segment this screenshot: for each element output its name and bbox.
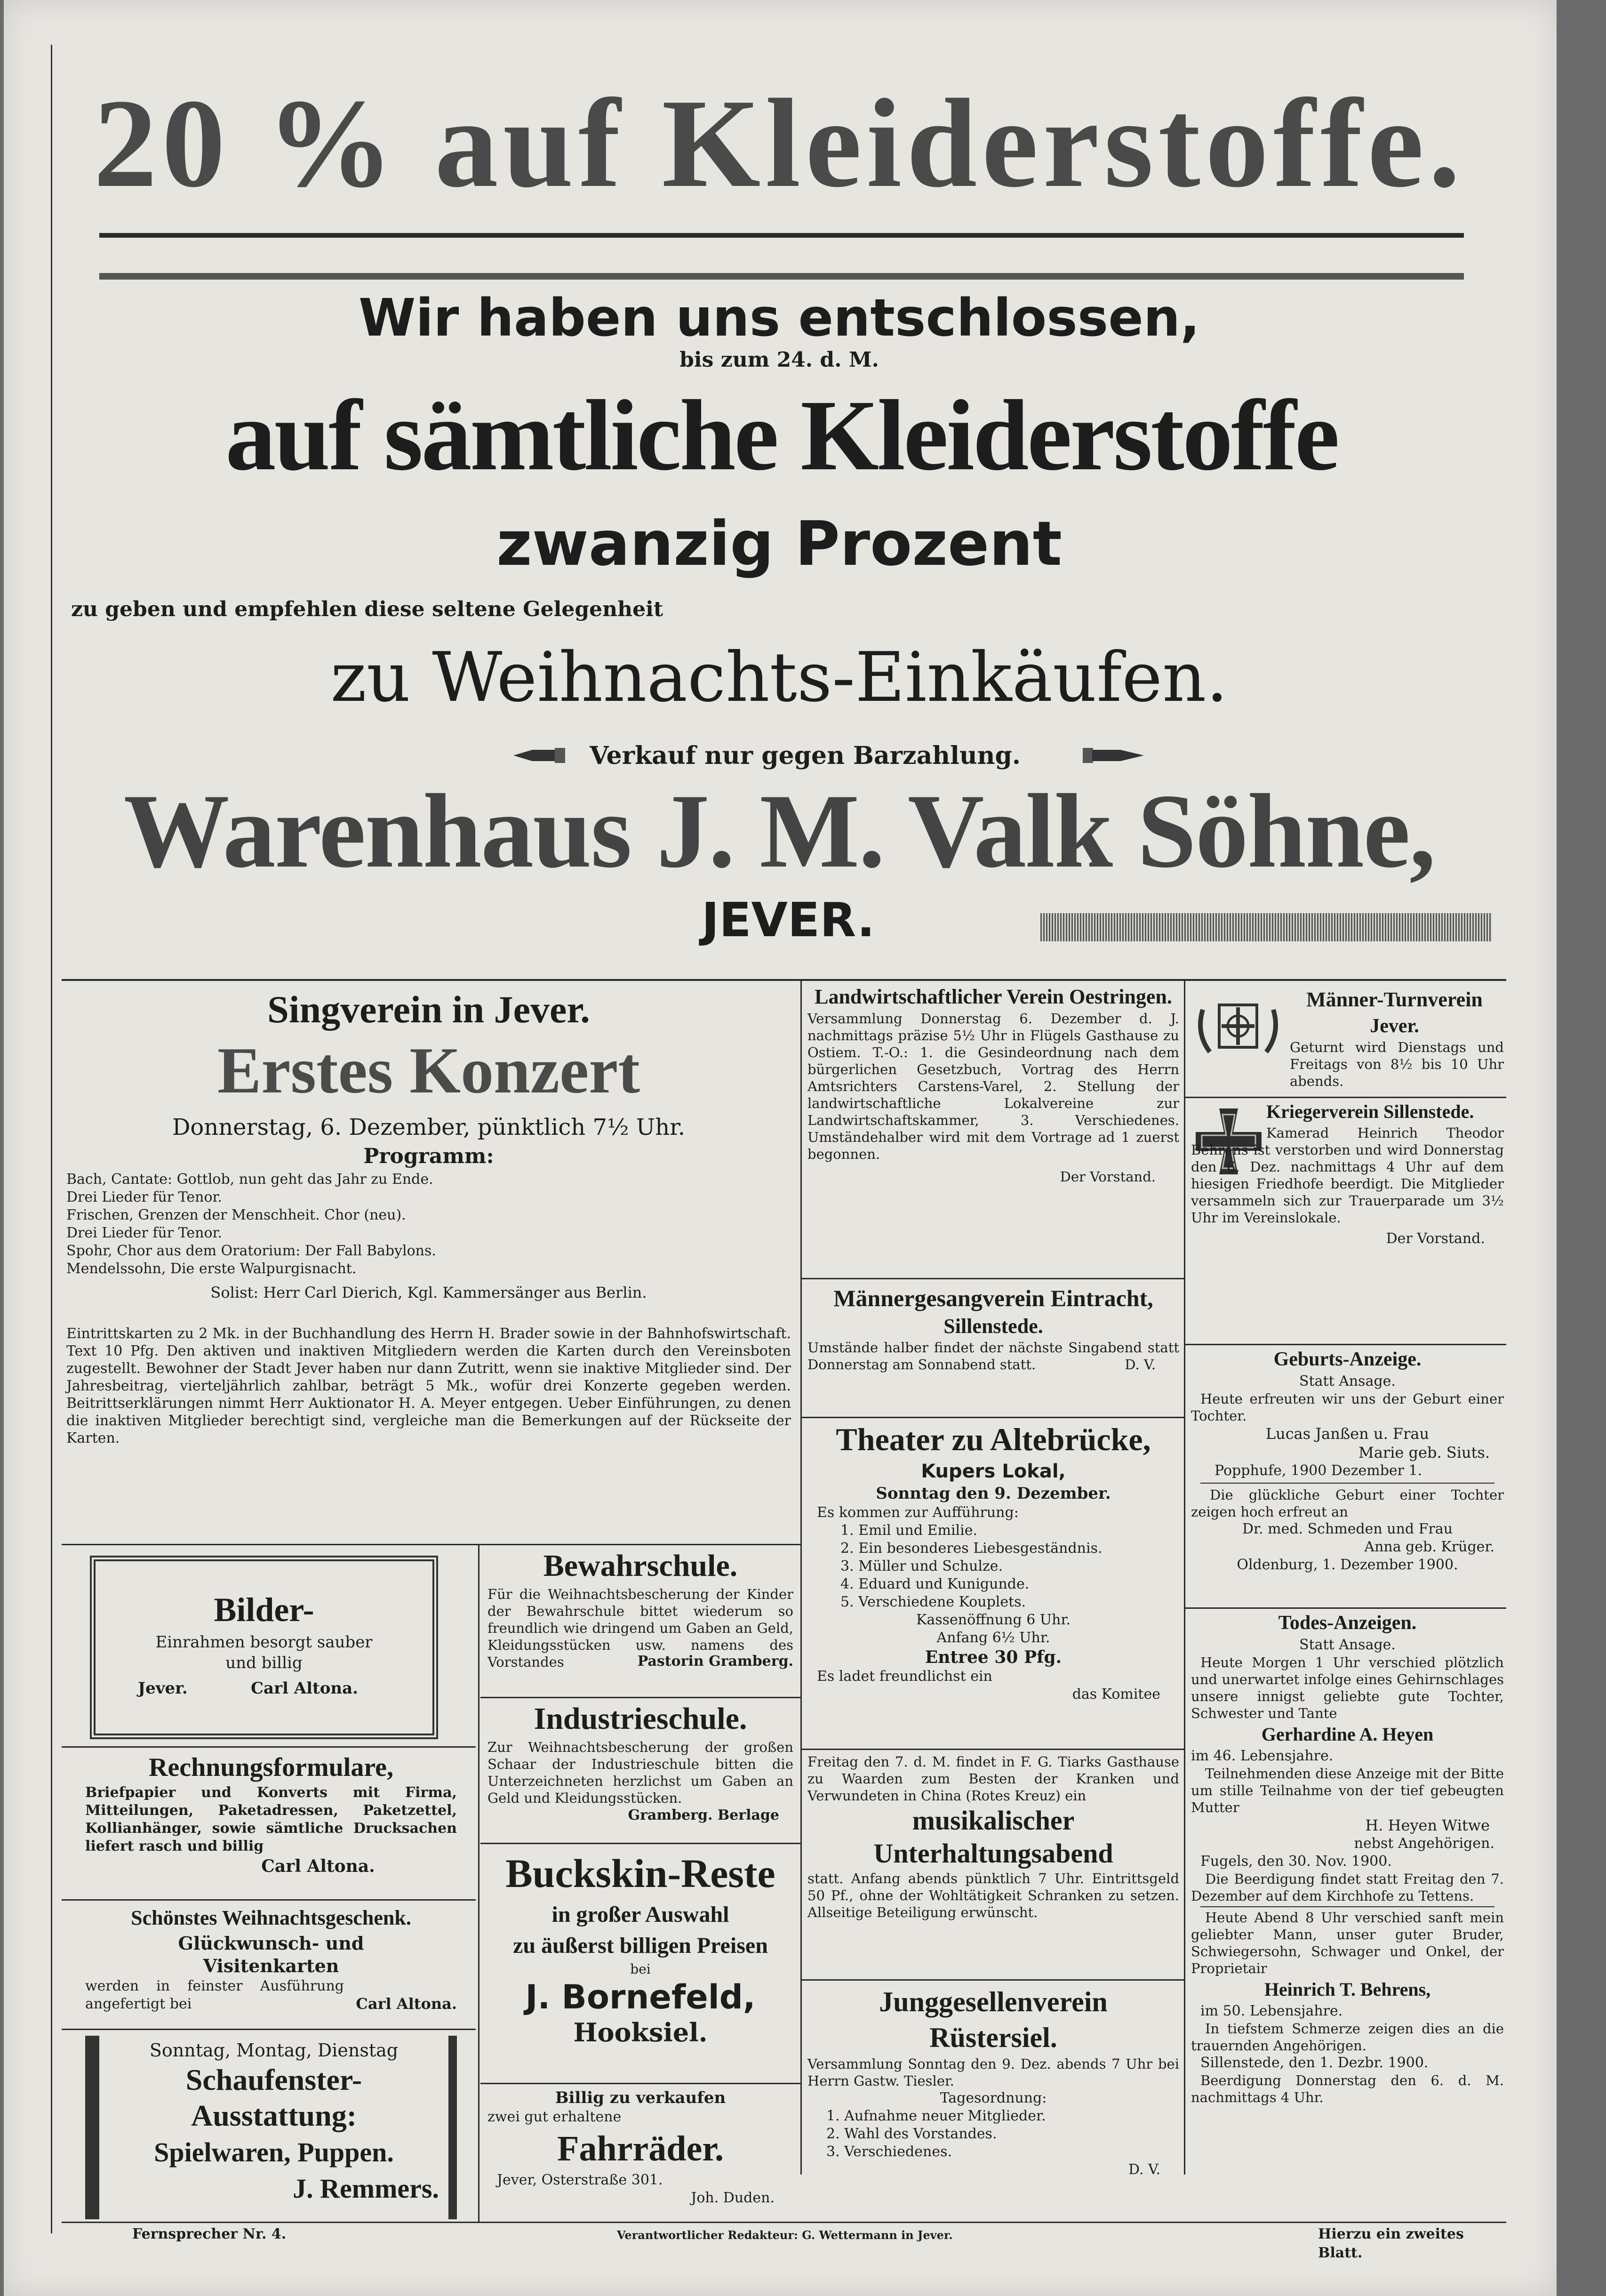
col-rule-2 — [1184, 979, 1185, 2175]
konzert-text: Eintrittskarten zu 2 Mk. in der Buchhandlung des Herrn H. Brader sowie in der Bahnhofswirtschaft. Text 10 Pfg. Den aktiven und inaktiven Mitgliedern werden die Karten durch den Vereinsboten zugestellt. Bewohner der Stadt Jever haben nur dann Zutritt, wenn sie inaktive Mitglieder sind. Der Jahresbeitrag, vierteljährlich zahlbar, beträgt 5 Mk., wofür drei Konzerte gegeben werden. Beitrittserklärungen nimmt Herr Auktionator H. A. Meyer entgegen. Ueber Einführungen, zu denen die inaktiven Mitglieder berechtigt sind, vergleiche man die Bemerkungen auf der Rückseite der Karten. — [66, 1325, 791, 1446]
buckskin-line-5: Hooksiel. — [573, 2017, 708, 2047]
geschenk-line-3: werden in feinster Ausführung angefertigt bei — [85, 1978, 344, 2012]
landwirt-title: Landwirtschaftlicher Verein Oestringen. — [815, 985, 1172, 1008]
col-rule-0 — [478, 1544, 479, 2222]
jungges-items — [807, 2107, 1179, 2161]
section-rule — [62, 979, 1506, 981]
turnverein-title: Männer-Turnverein — [1306, 988, 1483, 1011]
jungges-title: Junggesellenverein — [879, 1986, 1108, 2017]
waarden-title-2: Unterhaltungsabend — [873, 1838, 1113, 1869]
headline: 20 % auf Kleiderstoffe. — [93, 73, 1465, 214]
ad-line-6: zu Weihnachts-Einkäufen. — [330, 638, 1228, 717]
bilder-line-2: und billig — [225, 1654, 303, 1672]
left-rule-1 — [62, 1746, 476, 1748]
tod-text-2: Teilnehmenden diese Anzeige mit der Bitte um stille Teilnahme von der tief gebeugten Mutter — [1191, 1766, 1504, 1815]
zweites-blatt: Hierzu ein zweites Blatt. — [1318, 2226, 1464, 2261]
buckskin-line-3: bei — [630, 1961, 651, 1977]
bottom-rule — [800, 2222, 1506, 2223]
headline-rule-thin — [99, 273, 1464, 280]
turnverein-text: Geturnt wird Dienstags und Freitags von 8½ bis 10 Uhr abends. — [1290, 1039, 1504, 1089]
tod-text-3: Die Beerdigung findet statt Freitag den 7. Dezember auf dem Kirchhofe zu Tettens. — [1191, 1871, 1504, 1904]
fernsprecher: Fernsprecher Nr. 4. — [132, 2226, 287, 2242]
tod-age: im 46. Lebensjahre. — [1191, 1748, 1334, 1764]
buckskin-title: Buckskin-Reste — [505, 1851, 775, 1896]
krieger-section — [1191, 1099, 1504, 1248]
theater-intro: Es kommen zur Aufführung: — [817, 1504, 1019, 1521]
pointing-hand-right-icon — [1083, 746, 1144, 765]
geburt-rule — [1200, 1483, 1494, 1484]
rechnung-text: Briefpapier und Konverts mit Firma, Mitteilungen, Paketadressen, Paketzettel, Kollianhänger, sowie sämtliche Drucksachen liefert rasch und billig — [85, 1784, 457, 1854]
fahrrad-line-1: Billig zu verkaufen — [555, 2088, 726, 2107]
program-item: Spohr, Chor aus dem Oratorium: Der Fall Babylons. — [66, 1243, 436, 1259]
tod-sub: Statt Ansage. — [1299, 1637, 1396, 1653]
fahrrad-line-5: Joh. Duden. — [691, 2190, 775, 2206]
tod-text-6: Beerdigung Donnerstag den 6. d. M. nachmittags 4 Uhr. — [1191, 2072, 1504, 2105]
landwirt-text: Versammlung Donnerstag 6. Dezember d. J. nachmittags präzise 5½ Uhr in Flügels Gasthause zu Ostiem. T.-O.: 1. die Gesindeordnung nach dem bürgerlichen Gesetzbuch, Vortrag des Herrn Amtsrichters Carstens-Varel, 2. Stellung der landwirtschaftliche Lokalvereine zur Landwirtschaftskammer, 3. Verschiedenes. Umständehalber wird mit dem Vortrage ad 1 zuerst begonnen. — [807, 1011, 1179, 1162]
tod-text: Heute Morgen 1 Uhr verschied plötzlich und unerwartet infolge eines Gehirnschlages unsere innigst geliebte gute Tochter, Schwester und Tante — [1191, 1654, 1504, 1721]
geburt-section — [1191, 1346, 1504, 1574]
company-name: Warenhaus J. M. Valk Söhne, — [123, 772, 1435, 890]
eintracht-sub: Sillenstede. — [943, 1315, 1043, 1338]
theater-sub: Kupers Lokal, — [921, 1461, 1066, 1482]
fahrrad-section — [487, 2087, 793, 2207]
tod-place: Fugels, den 30. Nov. 1900. — [1200, 1853, 1392, 1870]
geschenk-line-1: Glückwunsch- und — [178, 1933, 364, 1954]
theater-item: 1. Emil und Emilie. — [840, 1522, 978, 1539]
newspaper-page — [4, 0, 1557, 2296]
theater-sign: das Komitee — [1072, 1686, 1160, 1702]
industrie-text: Zur Weihnachtsbescherung der großen Schaar der Industrieschule bitten die Unterzeichneten herzlichst um Gaben an Geld und Kleidungsstücken. — [487, 1739, 793, 1806]
program-item: Frischen, Grenzen der Menschheit. Chor (neu). — [66, 1207, 406, 1223]
fahrrad-line-4: Jever, Osterstraße 301. — [497, 2172, 663, 2188]
theater-item: 3. Müller und Schulze. — [840, 1558, 1003, 1574]
left-rule-3 — [62, 2029, 476, 2030]
mr-rule-3 — [802, 1749, 1184, 1750]
konzert-program-title: Programm: — [363, 1144, 494, 1168]
remmers-line-5: J. Remmers. — [293, 2173, 439, 2204]
konzert-section — [62, 986, 796, 1541]
tod-rule — [1200, 1906, 1494, 1907]
tod-sign-1: H. Heyen Witwe — [1365, 1816, 1490, 1834]
ad-line-3: auf sämtliche Kleiderstoffe — [225, 379, 1338, 491]
geburt-sub: Statt Ansage. — [1299, 1373, 1396, 1389]
landwirt-section — [807, 984, 1179, 1185]
buckskin-line-4: J. Bornefeld, — [525, 1978, 756, 2016]
company-city: JEVER. — [702, 892, 875, 947]
geburt-text: Heute erfreuten wir uns der Geburt einer Tochter. — [1191, 1391, 1504, 1424]
bewahr-section — [487, 1546, 793, 1670]
left-rule-2 — [62, 1899, 476, 1901]
tod-age-2: im 50. Lebensjahre. — [1200, 2003, 1343, 2019]
krieger-sign: Der Vorstand. — [1386, 1230, 1485, 1247]
ad-line-4: zwanzig Prozent — [496, 508, 1062, 579]
konzert-title-2: Erstes Konzert — [217, 1034, 640, 1107]
bilder-line-1: Einrahmen besorgt sauber — [155, 1633, 373, 1652]
geburt-place-2: Oldenburg, 1. Dezember 1900. — [1237, 1557, 1458, 1573]
fahrrad-line-3: Fahrräder. — [557, 2129, 724, 2168]
eintracht-text: Umstände halber findet der nächste Singabend statt Donnerstag am Sonnabend statt. — [807, 1340, 1179, 1373]
eintracht-title: Männergesangverein Eintracht, — [833, 1285, 1153, 1311]
turnverein-section — [1191, 986, 1504, 1090]
industrie-sign: Gramberg. Berlage — [628, 1807, 779, 1823]
eintracht-section — [807, 1283, 1179, 1373]
jungges-item: 1. Aufnahme neuer Mitglieder. — [826, 2108, 1046, 2124]
r-rule-2 — [1185, 1344, 1506, 1345]
program-item: Mendelssohn, Die erste Walpurgisnacht. — [66, 1260, 357, 1277]
rechnung-section — [85, 1751, 457, 1877]
theater-item: 2. Ein besonderes Liebesgeständnis. — [840, 1540, 1103, 1557]
theater-title: Theater zu Altebrücke, — [836, 1421, 1151, 1457]
buckskin-line-2: zu äußerst billigen Preisen — [513, 1933, 768, 1958]
waarden-section — [807, 1753, 1179, 1921]
ad-line-1: Wir haben uns entschlossen, — [359, 288, 1200, 348]
landwirt-sign: Der Vorstand. — [1060, 1169, 1156, 1185]
mr-rule-4 — [802, 1979, 1184, 1981]
geburt-name-4: Anna geb. Krüger. — [1364, 1539, 1494, 1555]
theater-invite: Es ladet freundlichst ein — [817, 1668, 992, 1685]
r-rule-3 — [1185, 1607, 1506, 1609]
mid-rule-2 — [480, 1843, 800, 1844]
bilder-frame — [90, 1556, 438, 1739]
konzert-date: Donnerstag, 6. Dezember, pünktlich 7½ Uhr. — [172, 1114, 686, 1140]
industrie-title: Industrieschule. — [534, 1702, 747, 1736]
waarden-title-1: musikalischer — [912, 1805, 1075, 1836]
remmers-line-2: Schaufenster- — [185, 2063, 362, 2096]
konzert-soloist: Solist: Herr Carl Dierich, Kgl. Kammersänger aus Berlin. — [210, 1284, 647, 1301]
krieger-title: Kriegerverein Sillenstede. — [1266, 1101, 1474, 1122]
ad-line-2: bis zum 24. d. M. — [679, 348, 879, 372]
jungges-sign: D. V. — [1128, 2161, 1160, 2178]
jungges-text: Versammlung Sonntag den 9. Dez. abends 7 Uhr bei Herrn Gastw. Tiesler. — [807, 2056, 1179, 2089]
ad-line-7: Verkauf nur gegen Barzahlung. — [590, 741, 1021, 770]
geschenk-title: Schönstes Weihnachtsgeschenk. — [131, 1906, 411, 1929]
remmers-line-3: Ausstattung: — [191, 2099, 357, 2132]
bilder-sign: Carl Altona. — [251, 1679, 359, 1698]
mr-rule-2 — [802, 1417, 1184, 1418]
jungges-t1: Tagesordnung: — [940, 2090, 1047, 2106]
buckskin-section — [487, 1847, 793, 2048]
theater-date: Sonntag den 9. Dezember. — [876, 1484, 1111, 1503]
program-item: Drei Lieder für Tenor. — [66, 1189, 223, 1205]
col-rule-1 — [800, 979, 802, 2175]
redakteur: Verantwortlicher Redakteur: G. Wettermann in Jever. — [617, 2228, 953, 2242]
bewahr-text: Für die Weihnachtsbescherung der Kinder der Bewahrschule bittet wiederum so freundlich wie dringend um Gaben an Geld, Kleidungsstücken usw. namens des Vorstandes — [487, 1586, 793, 1670]
industrie-section — [487, 1699, 793, 1824]
pointing-hand-left-icon — [513, 746, 565, 765]
turnverein-sub: Jever. — [1370, 1015, 1419, 1037]
mr-rule-1 — [802, 1278, 1184, 1279]
bilder-title: Bilder- — [214, 1591, 314, 1629]
program-item: Bach, Cantate: Gottlob, nun geht das Jahr zu Ende. — [66, 1171, 433, 1188]
buckskin-line-1: in großer Auswahl — [551, 1902, 729, 1927]
geburt-name-2: Marie geb. Siuts. — [1358, 1444, 1490, 1461]
tod-sign-2: nebst Angehörigen. — [1354, 1835, 1494, 1852]
remmers-line-4: Spielwaren, Puppen. — [154, 2137, 394, 2168]
tod-section — [1191, 1610, 1504, 2106]
headline-rule — [99, 233, 1464, 238]
tod-title: Todes-Anzeigen. — [1278, 1612, 1417, 1634]
konzert-rule — [62, 1544, 800, 1545]
theater-item: 5. Verschiedene Kouplets. — [840, 1594, 1026, 1610]
geburt-name-3: Dr. med. Schmeden und Frau — [1242, 1521, 1453, 1537]
left-rule-4 — [62, 2222, 800, 2223]
theater-section — [807, 1419, 1179, 1703]
tod-name: Gerhardine A. Heyen — [1261, 1724, 1434, 1745]
remmers-line-1: Sonntag, Montag, Dienstag — [149, 2040, 399, 2061]
theater-entree: Entree 30 Pfg. — [925, 1647, 1062, 1667]
rechnung-sign: Carl Altona. — [261, 1856, 375, 1876]
geburt-title: Geburts-Anzeige. — [1273, 1349, 1422, 1370]
geburt-text-2: Die glückliche Geburt einer Tochter zeigen hoch erfreut an — [1191, 1487, 1504, 1520]
geschenk-sign: Carl Altona. — [356, 1995, 457, 2013]
theater-kasse: Kassenöffnung 6 Uhr. — [916, 1612, 1071, 1628]
tod-text-4: Heute Abend 8 Uhr verschied sanft mein geliebter Mann, unser guter Bruder, Schwiegersohn, Schwager und Onkel, der Proprietair — [1191, 1910, 1504, 1976]
mid-rule-1 — [480, 1697, 800, 1698]
decorative-hatched-rule — [1040, 913, 1492, 941]
tod-place-2: Sillenstede, den 1. Dezbr. 1900. — [1200, 2055, 1429, 2071]
waarden-text: Freitag den 7. d. M. findet in F. G. Tiarks Gasthause zu Waarden zum Besten der Kranken und Verwundeten in China (Rotes Kreuz) ein — [807, 1754, 1179, 1804]
krieger-text: Kamerad Heinrich Theodor Behrens ist verstorben und wird Donnerstag den 6. Dez. nachmittags 4 Uhr auf dem hiesigen Friedhofe beerdigt. Die Mitglieder versammeln sich zur Trauerparade um 3½ Uhr im Vereinslokale. — [1191, 1125, 1504, 1226]
geschenk-line-2: Visitenkarten — [203, 1955, 339, 1976]
theater-anfang: Anfang 6½ Uhr. — [936, 1630, 1050, 1646]
geburt-name-1: Lucas Janßen u. Frau — [1265, 1425, 1430, 1443]
theater-items — [807, 1522, 1179, 1611]
fahrrad-line-2: zwei gut erhaltene — [487, 2109, 622, 2125]
tod-text-5: In tiefstem Schmerze zeigen dies an die trauernden Angehörigen. — [1191, 2021, 1504, 2054]
mid-rule-3 — [480, 2083, 800, 2084]
jungges-sub: Rüstersiel. — [929, 2022, 1057, 2053]
tod-name-2: Heinrich T. Behrens, — [1264, 1979, 1431, 2000]
rechnung-title: Rechnungsformulare, — [148, 1753, 394, 1782]
jungges-section — [807, 1984, 1179, 2179]
ad-line-5: zu geben und empfehlen diese seltene Gelegenheit — [71, 597, 663, 621]
bewahr-title: Bewahrschule. — [543, 1549, 738, 1583]
page-content — [51, 45, 1506, 2261]
remmers-box — [85, 2036, 457, 2219]
r-rule-1 — [1185, 1097, 1506, 1098]
jungges-item: 3. Verschiedenes. — [826, 2143, 952, 2160]
program-item: Drei Lieder für Tenor. — [66, 1225, 223, 1241]
konzert-title-1: Singverein in Jever. — [267, 988, 590, 1031]
geburt-place: Popphufe, 1900 Dezember 1. — [1214, 1462, 1422, 1479]
geschenk-section — [85, 1904, 457, 2013]
bilder-city: Jever. — [138, 1679, 188, 1698]
konzert-program — [66, 1171, 791, 1278]
bewahr-sign: Pastorin Gramberg. — [637, 1653, 793, 1670]
waarden-text-2: statt. Anfang abends pünktlich 7 Uhr. Eintrittsgeld 50 Pf., ohne der Wohltätigkeit Schranken zu setzen. Allseitige Beteiligung erwünscht. — [807, 1871, 1179, 1920]
jungges-item: 2. Wahl des Vorstandes. — [826, 2126, 997, 2142]
theater-item: 4. Eduard und Kunigunde. — [840, 1576, 1030, 1592]
eintracht-sign: D. V. — [1125, 1357, 1156, 1373]
